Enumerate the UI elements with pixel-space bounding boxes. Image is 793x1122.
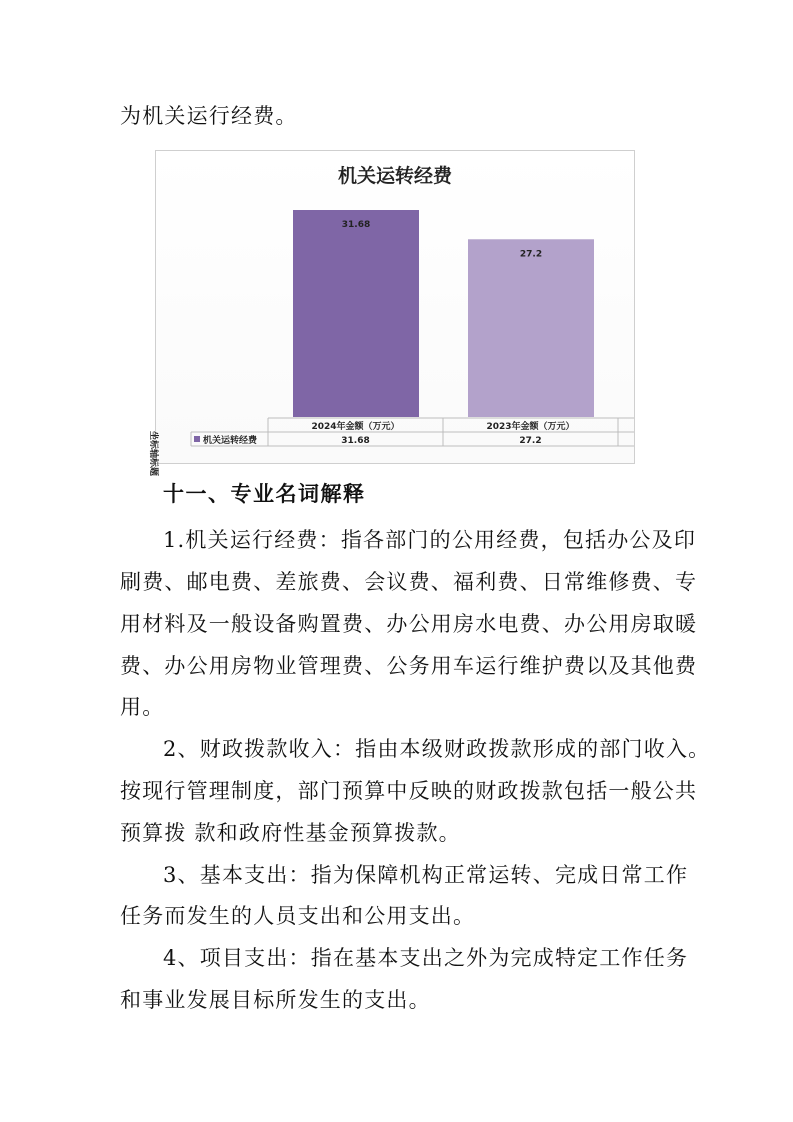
top-text-line: 为机关运行经费。: [120, 104, 298, 128]
data-label: 31.68: [341, 220, 371, 230]
paragraph-line: 用材料及一般设备购置费、办公用房水电费、办公用房取暖: [120, 612, 698, 636]
paragraph-line: 2、财政拨款收入：指由本级财政拨款形成的部门收入。: [163, 737, 711, 761]
bar: [293, 210, 419, 417]
paragraph-line: 按现行管理制度，部门预算中反映的财政拨款包括一般公共: [120, 779, 698, 803]
paragraph-line: 1.机关运行经费：指各部门的公用经费，包括办公及印: [163, 528, 697, 552]
legend-swatch: [194, 436, 200, 442]
chart-title: 机关运转经费: [337, 165, 452, 187]
legend-label: 机关运转经费: [203, 436, 258, 446]
paragraph-line: 4、项目支出：指在基本支出之外为完成特定工作任务: [163, 946, 689, 970]
table-value: 27.2: [519, 436, 542, 446]
bar: [468, 239, 594, 417]
category-label: 2024年金额（万元）: [311, 422, 400, 432]
paragraph-line: 用。: [120, 695, 165, 719]
chart-plot: [156, 151, 634, 463]
category-label: 2023年金额（万元）: [486, 422, 575, 432]
paragraph-line: 任务而发生的人员支出和公用支出。: [120, 904, 476, 928]
y-axis-label: 坐标轴标题: [148, 431, 158, 477]
table-value: 31.68: [341, 436, 370, 446]
paragraph-line: 刷费、邮电费、差旅费、会议费、福利费、日常维修费、专: [120, 570, 698, 594]
paragraph-line: 预算拨 款和政府性基金预算拨款。: [120, 821, 461, 845]
section-heading: 十一、专业名词解释: [163, 482, 366, 506]
bar-chart: [148, 150, 635, 477]
paragraph-line: 费、办公用房物业管理费、公务用车运行维护费以及其他费: [120, 654, 698, 678]
data-label: 27.2: [519, 249, 543, 260]
paragraph-line: 和事业发展目标所发生的支出。: [120, 988, 431, 1012]
paragraph-line: 3、基本支出：指为保障机构正常运转、完成日常工作: [163, 863, 689, 887]
